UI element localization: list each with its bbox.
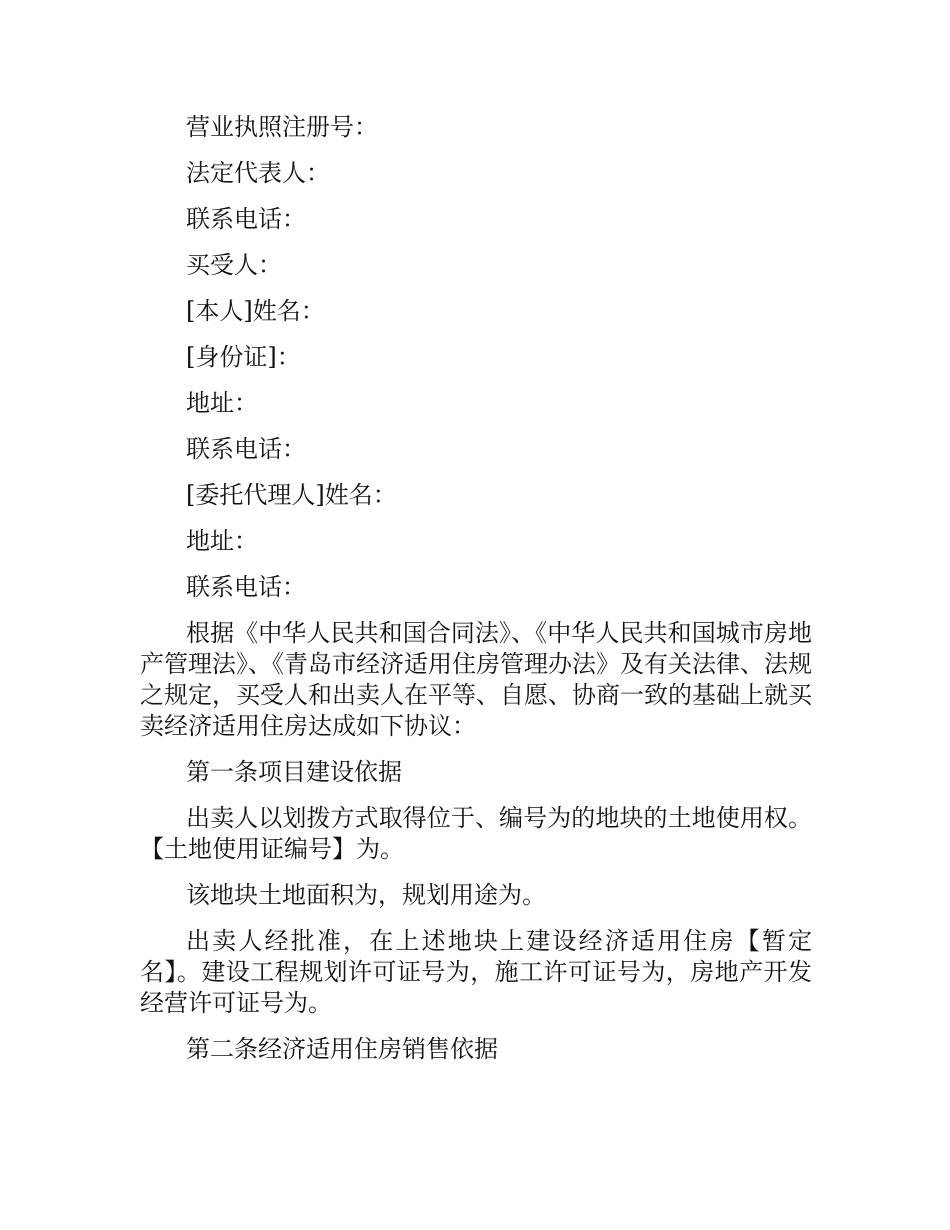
buyer-id-line: [身份证]： [186,343,301,371]
seller-phone-line: 联系电话： [186,205,306,233]
buyer-address-line: 地址： [186,389,258,417]
agent-phone-line: 联系电话： [186,573,306,601]
agent-address-line: 地址： [186,527,258,555]
construction-permit-paragraph: 出卖人经批准，在上述地块上建设经济适用住房【暂定名】。建设工程规划许可证号为，施工许可证号为，房地产开发经营许可证号为。 [140,927,812,1017]
business-license-number-line: 营业执照注册号： [186,113,378,141]
document-page [140,112,812,1080]
article-one-heading: 第一条项目建设依据 [186,758,402,786]
buyer-phone-line: 联系电话： [186,435,306,463]
legal-basis-paragraph: 根据《中华人民共和国合同法》、《中华人民共和国城市房地产管理法》、《青岛市经济适用住房管理办法》及有关法律、法规之规定，买受人和出卖人在平等、自愿、协商一致的基础上就买卖经济适用住房达成如下协议： [140,619,812,740]
agent-name-line: [委托代理人]姓名： [186,481,397,509]
land-area-paragraph: 该地块土地面积为，规划用途为。 [186,881,546,909]
buyer-heading-line: 买受人： [186,251,282,279]
land-use-right-paragraph: 出卖人以划拨方式取得位于、编号为的地块的土地使用权。【土地使用证编号】为。 [140,804,812,863]
legal-representative-line: 法定代表人： [186,159,330,187]
buyer-name-line: [本人]姓名： [186,297,325,325]
article-two-heading: 第二条经济适用住房销售依据 [186,1035,498,1063]
